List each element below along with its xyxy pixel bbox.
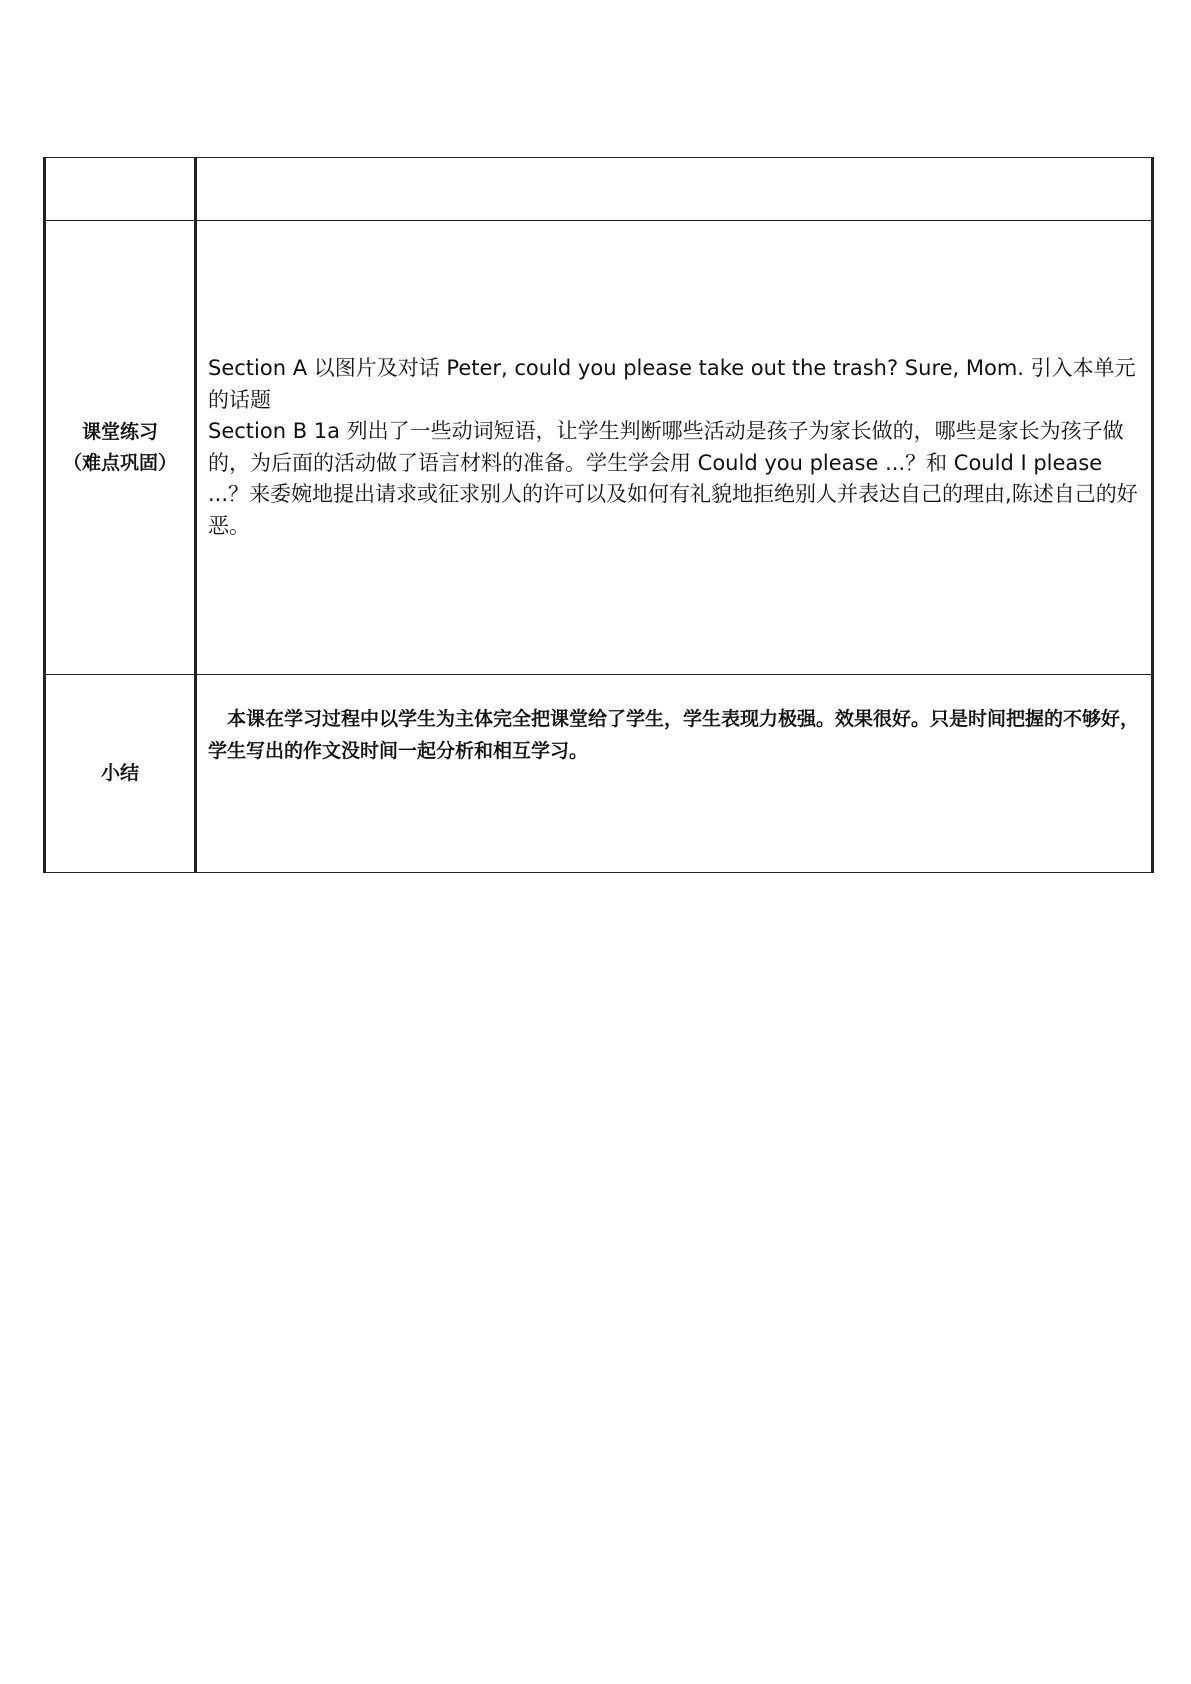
practice-content-cell [196, 221, 1153, 675]
practice-paragraph-section-a: Section A 以图片及对话 Peter, could you please take out the trash? Sure, Mom. 引入本单元的话题 [208, 356, 1136, 412]
practice-label-cell [45, 221, 196, 675]
top-row-label-cell [45, 158, 196, 221]
summary-label-cell [45, 675, 196, 873]
practice-label-subtitle: （难点巩固） [62, 451, 177, 474]
summary-label: 小结 [100, 762, 139, 784]
summary-text: 本课在学习过程中以学生为主体完全把课堂给了学生，学生表现力极强。效果很好。只是时间把握的不够好，学生写出的作文没时间一起分析和相互学习。 [208, 708, 1140, 762]
table-row-practice [45, 221, 1153, 675]
practice-paragraph-section-b: Section B 1a 列出了一些动词短语，让学生判断哪些活动是孩子为家长做的，哪些是家长为孩子做的，为后面的活动做了语言材料的准备。学生学会用 Could you please ...？和 Could I please ...？来委婉地提出请求或征求别人的许可以及如何有礼貌地拒绝别人并表达自己的理由,陈述自己的好恶。 [208, 419, 1138, 538]
table-row-summary [45, 675, 1153, 873]
top-row-content-cell [196, 158, 1153, 221]
practice-content [197, 353, 1151, 542]
summary-content-cell [196, 675, 1153, 873]
lesson-plan-table [43, 157, 1154, 873]
table-row-top [45, 158, 1153, 221]
practice-label-title: 课堂练习 [81, 420, 158, 443]
